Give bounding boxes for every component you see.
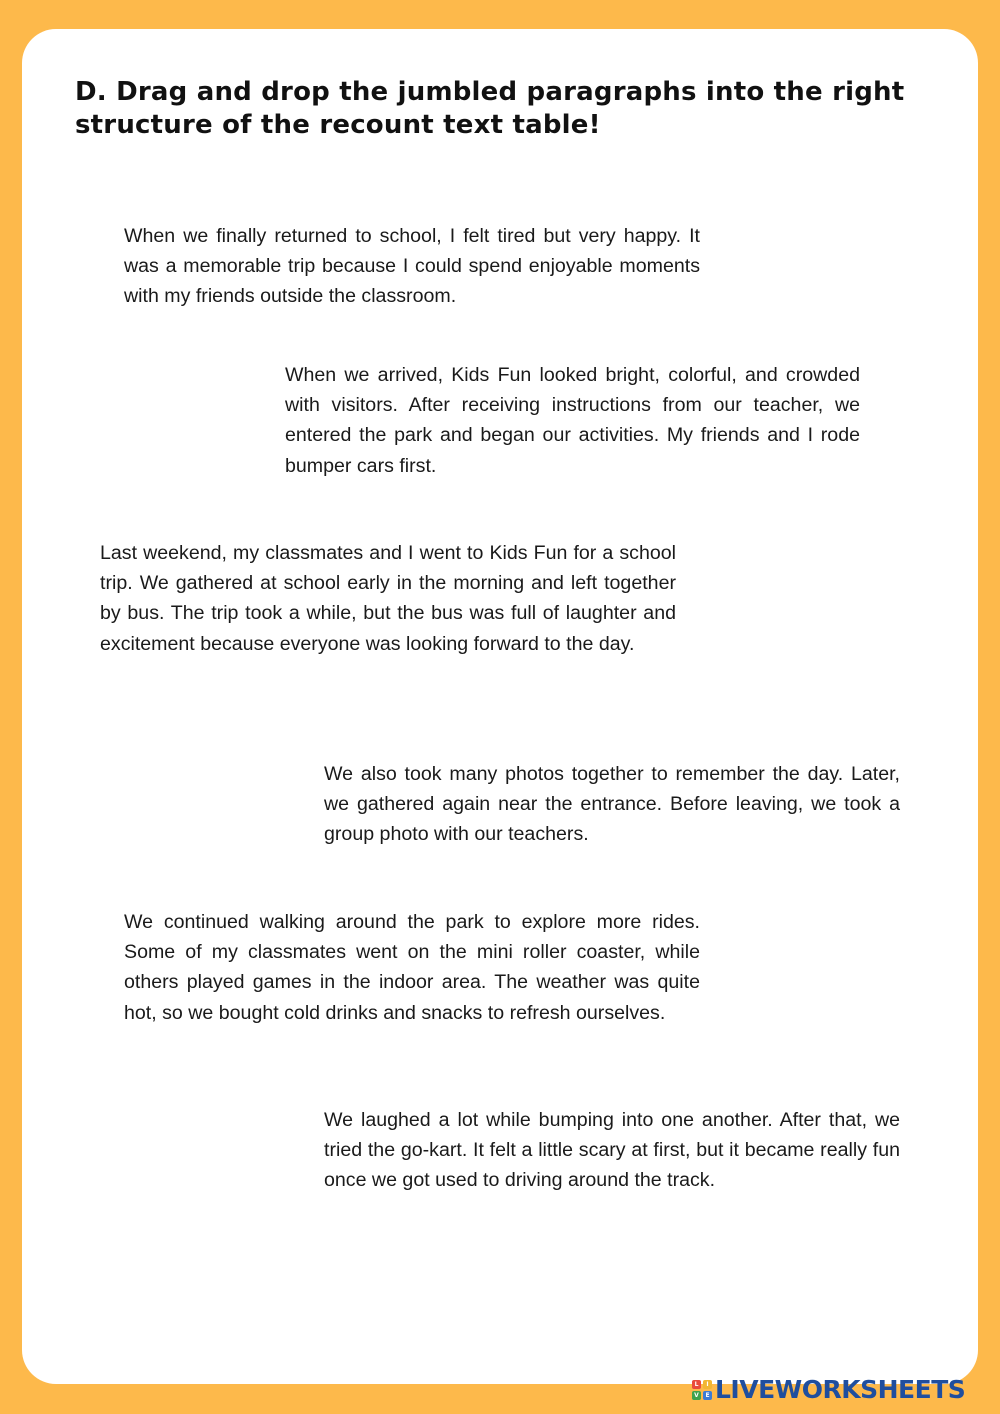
liveworksheets-logo [692,1374,965,1406]
logo-tile-l: L [692,1380,701,1389]
draggable-paragraph[interactable]: Last weekend, my classmates and I went to Kids Fun for a school trip. We gathered at school early in the morning and left together by bus. The trip took a while, but the bus was full of laughter and excitement because everyone was looking forward to the day. [100,542,676,655]
draggable-paragraph[interactable]: We laughed a lot while bumping into one another. After that, we tried the go-kart. It felt a little scary at first, but it became really fun once we got used to driving around the track. [324,1109,900,1192]
logo-tile-v: V [692,1391,701,1400]
instruction-title: D. Drag and drop the jumbled paragraphs into the right structure of the recount text table! [75,77,905,140]
draggable-paragraph[interactable]: We also took many photos together to remember the day. Later, we gathered again near the entrance. Before leaving, we took a group photo with our teachers. [324,763,900,846]
liveworksheets-logo-icon [692,1380,712,1400]
logo-tile-e: E [703,1391,712,1400]
draggable-paragraph[interactable]: When we finally returned to school, I felt tired but very happy. It was a memorable trip because I could spend enjoyable moments with my friends outside the classroom. [124,225,700,308]
liveworksheets-brand-text: LIVEWORKSHEETS [715,1375,966,1404]
logo-tile-i: I [703,1380,712,1389]
draggable-paragraph[interactable]: When we arrived, Kids Fun looked bright, colorful, and crowded with visitors. After receiving instructions from our teacher, we entered the park and began our activities. My friends and I rode bumper cars first. [285,364,860,477]
draggable-paragraph[interactable]: We continued walking around the park to explore more rides. Some of my classmates went on the mini roller coaster, while others played games in the indoor area. The weather was quite hot, so we bought cold drinks and snacks to refresh ourselves. [124,911,700,1024]
